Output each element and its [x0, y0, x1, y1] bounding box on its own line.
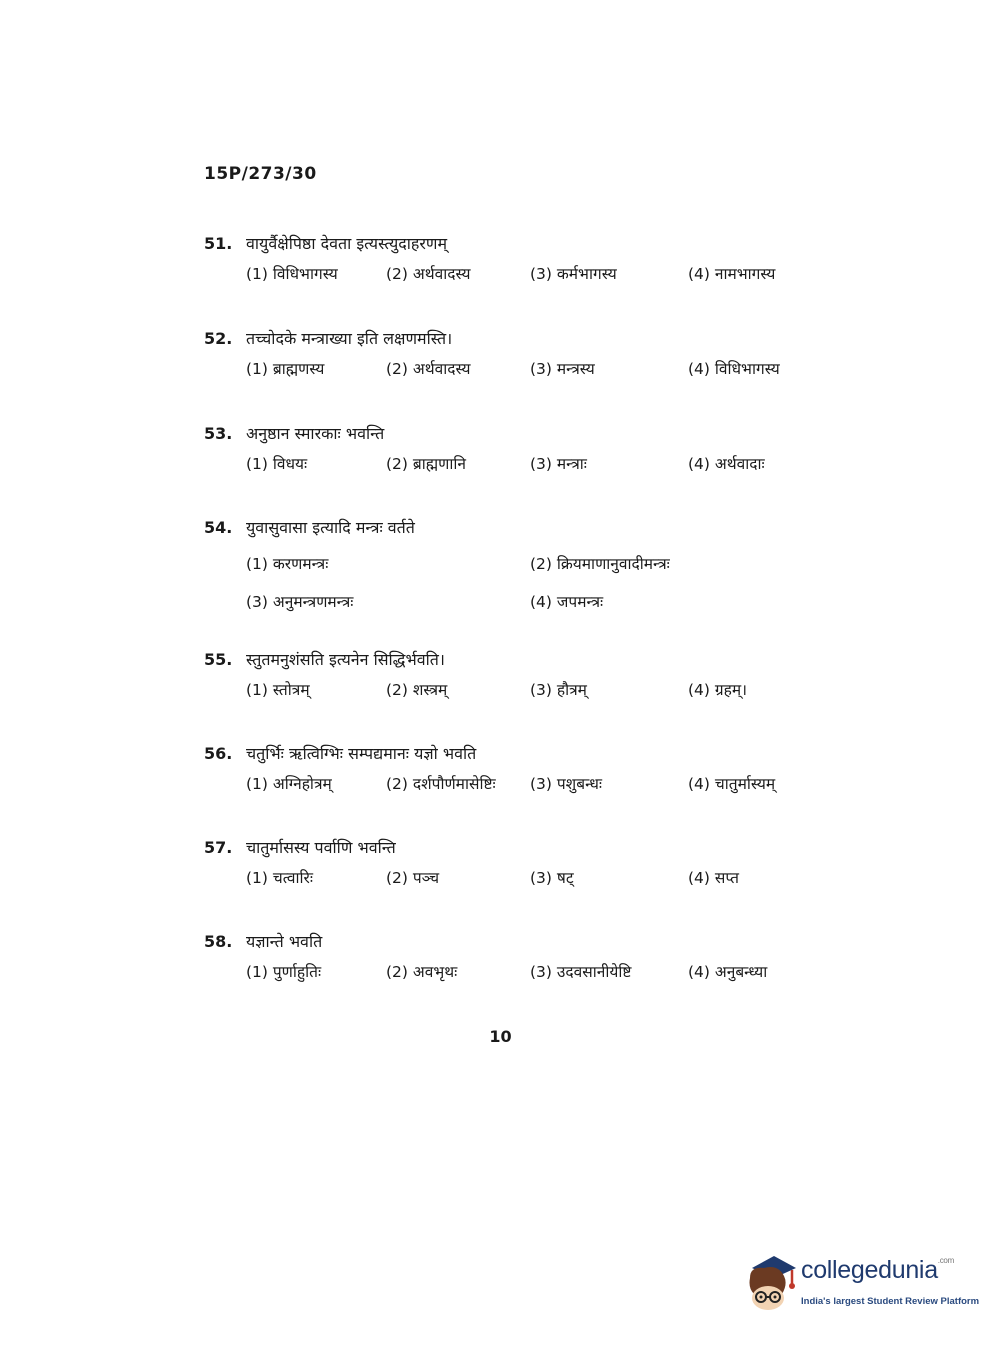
option-4: (4) अनुबन्ध्या: [688, 963, 768, 981]
option-1: (1) विधिभागस्य: [246, 265, 338, 283]
question-55: [204, 644, 844, 712]
option-2: (2) शस्त्रम्: [386, 681, 448, 699]
option-3: (3) मन्त्राः: [530, 455, 587, 473]
question-58: [204, 926, 844, 994]
question-54: [204, 512, 844, 620]
page-number: 10: [489, 1027, 512, 1046]
option-4: (4) अर्थवादाः: [688, 455, 765, 473]
option-1: (1) पुर्णाहुतिः: [246, 963, 322, 981]
option-1: (1) चत्वारिः: [246, 869, 313, 887]
option-3: (3) उदवसानीयेष्टि: [530, 963, 632, 981]
option-2: (2) पञ्च: [386, 869, 440, 887]
question-number: 53.: [204, 423, 233, 443]
question-number: 55.: [204, 649, 233, 669]
option-2: (2) अर्थवादस्य: [386, 265, 471, 283]
option-3: (3) कर्मभागस्य: [530, 265, 617, 283]
collegedunia-watermark: [744, 1250, 980, 1320]
option-4: (4) विधिभागस्य: [688, 360, 780, 378]
option-2: (2) अर्थवादस्य: [386, 360, 471, 378]
question-text: चतुर्भिः ऋत्विग्भिः सम्पद्यमानः यज्ञो भवति: [246, 744, 477, 763]
option-3: (3) मन्त्रस्य: [530, 360, 595, 378]
question-56: [204, 738, 844, 806]
option-3: (3) अनुमन्त्रणमन्त्रः: [246, 593, 354, 611]
option-3: (3) हौत्रम्: [530, 681, 587, 699]
option-2: (2) क्रियमाणानुवादीमन्त्रः: [530, 555, 670, 573]
question-text: स्तुतमनुशंसति इत्यनेन सिद्धिर्भवति।: [246, 650, 445, 669]
question-text: तच्चोदके मन्त्राख्या इति लक्षणमस्ति।: [246, 329, 453, 348]
brand-tagline: India's largest Student Review Platform: [801, 1296, 980, 1307]
option-1: (1) अग्निहोत्रम्: [246, 775, 332, 793]
question-text: यज्ञान्ते भवति: [246, 932, 323, 951]
question-number: 58.: [204, 931, 233, 951]
question-number: 56.: [204, 743, 233, 763]
option-3: (3) पशुबन्धः: [530, 775, 603, 793]
option-4: (4) नामभागस्य: [688, 265, 776, 283]
mascot-icon: [744, 1250, 800, 1314]
question-52: [204, 323, 844, 391]
question-number: 51.: [204, 233, 233, 253]
paper-code: 15P/273/30: [204, 164, 317, 184]
option-1: (1) स्तोत्रम्: [246, 681, 310, 699]
option-1: (1) विधयः: [246, 455, 308, 473]
option-4: (4) सप्त: [688, 869, 739, 887]
question-number: 52.: [204, 328, 233, 348]
option-2: (2) ब्राह्मणानि: [386, 455, 467, 473]
option-4: (4) जपमन्त्रः: [530, 593, 604, 611]
option-3: (3) षट्: [530, 869, 574, 887]
option-4: (4) चातुर्मास्यम्: [688, 775, 776, 793]
question-57: [204, 832, 844, 900]
question-text: युवासुवासा इत्यादि मन्त्रः वर्तते: [246, 518, 415, 537]
question-number: 57.: [204, 837, 233, 857]
question-text: वायुर्वैक्षेपिष्ठा देवता इत्यस्त्युदाहरणम्: [246, 234, 448, 253]
brand-name: collegedunia$^{.com}$: [801, 1256, 954, 1284]
question-51: [204, 228, 844, 296]
option-1: (1) करणमन्त्रः: [246, 555, 329, 573]
option-2: (2) अवभृथः: [386, 963, 458, 981]
option-4: (4) ग्रहम्।: [688, 681, 747, 699]
option-2: (2) दर्शपौर्णमासेष्टिः: [386, 775, 496, 793]
question-number: 54.: [204, 517, 233, 537]
question-53: [204, 418, 844, 486]
option-1: (1) ब्राह्मणस्य: [246, 360, 325, 378]
question-text: अनुष्ठान स्मारकाः भवन्ति: [246, 424, 385, 443]
question-text: चातुर्मासस्य पर्वाणि भवन्ति: [246, 838, 396, 857]
